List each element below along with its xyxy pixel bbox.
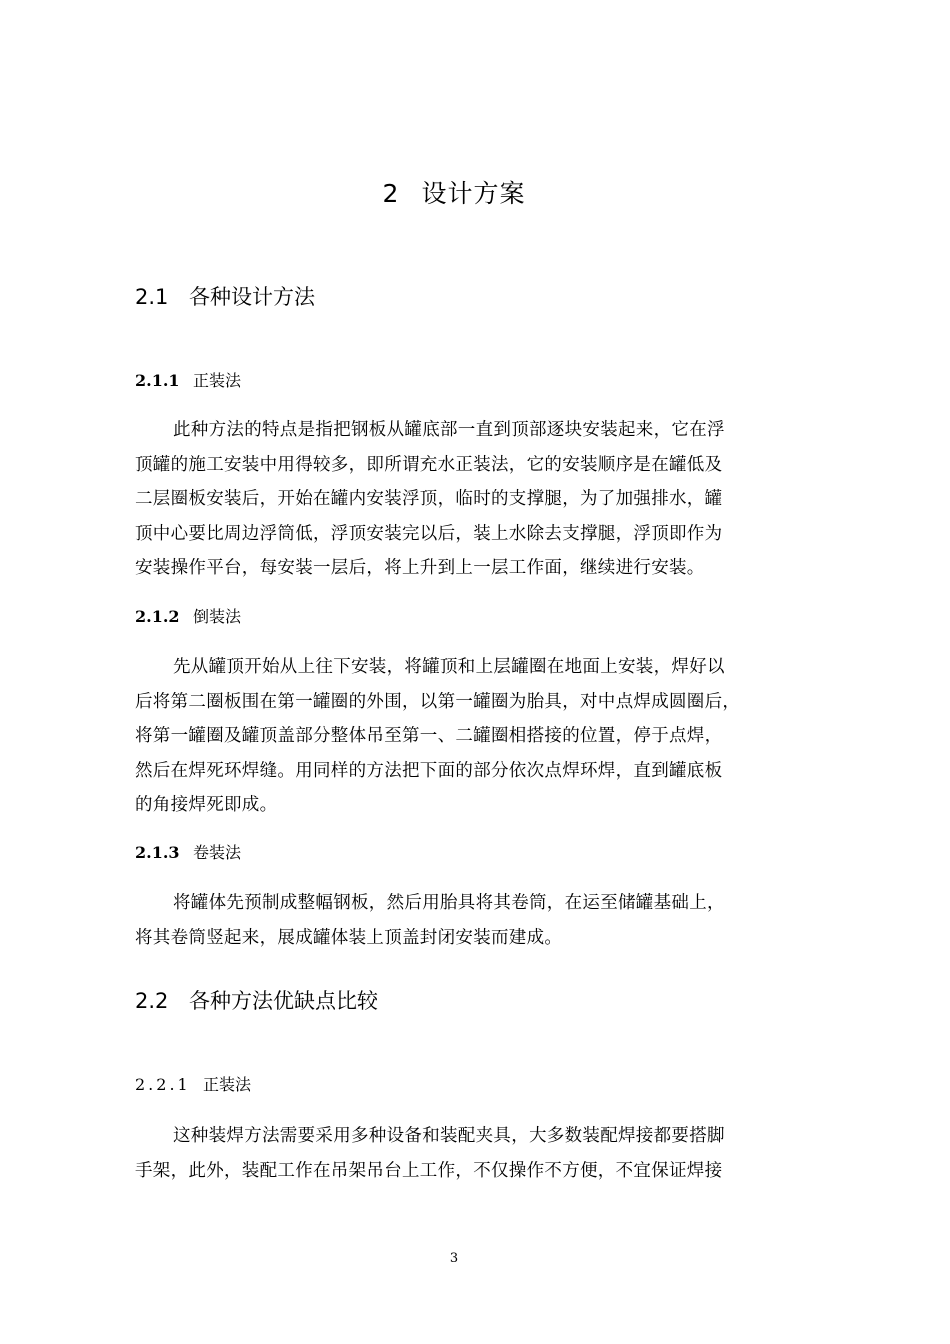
paragraph-line: 后将第二圈板围在第一罐圈的外围，以第一罐圈为胎具，对中点焊成圆圈后，: [135, 691, 741, 712]
paragraph-line: 将其卷筒竖起来，展成罐体装上顶盖封闭安装而建成。: [135, 927, 563, 948]
paragraph-line: 此种方法的特点是指把钢板从罐底部一直到顶部逐块安装起来，它在浮: [173, 420, 725, 440]
subsection-heading-2-2-1: [135, 1073, 251, 1097]
subsection-title: 卷装法: [193, 843, 242, 862]
subsection-heading-2-1-2: [135, 605, 241, 629]
paragraph-2-1-3: [135, 886, 775, 955]
paragraph-2-2-1: [135, 1119, 775, 1188]
paragraph-line: 顶中心要比周边浮筒低，浮顶安装完以后，装上水除去支撑腿，浮顶即作为: [135, 523, 723, 544]
subsection-number: 2.1.3: [135, 843, 180, 862]
subsection-number: 2.2.1: [135, 1075, 191, 1094]
page-number: 3: [449, 1251, 459, 1266]
chapter-title: [0, 176, 908, 212]
section-number: 2.1: [135, 285, 169, 309]
subsection-title: 正装法: [193, 371, 242, 390]
section-title: 各种方法优缺点比较: [189, 989, 378, 1013]
chapter-number: 2: [382, 179, 400, 208]
paragraph-line: 先从罐顶开始从上往下安装，将罐顶和上层罐圈在地面上安装，焊好以: [173, 657, 725, 677]
subsection-title: 正装法: [203, 1075, 252, 1094]
chapter-title-text: 设计方案: [421, 179, 526, 208]
paragraph-line: 手架，此外，装配工作在吊架吊台上工作，不仅操作不方便，不宜保证焊接: [135, 1160, 723, 1181]
paragraph-2-1-2: [135, 650, 775, 823]
section-heading-2-1: [135, 282, 315, 312]
subsection-heading-2-1-1: [135, 369, 241, 393]
subsection-number: 2.1.1: [135, 371, 180, 390]
subsection-number: 2.1.2: [135, 607, 180, 626]
subsection-title: 倒装法: [193, 607, 242, 626]
paragraph-line: 安装操作平台，每安装一层后，将上升到上一层工作面，继续进行安装。: [135, 558, 705, 578]
section-number: 2.2: [135, 989, 169, 1013]
paragraph-line: 然后在焊死环焊缝。用同样的方法把下面的部分依次点焊环焊，直到罐底板: [135, 760, 723, 781]
section-title: 各种设计方法: [189, 285, 315, 309]
paragraph-line: 这种装焊方法需要采用多种设备和装配夹具，大多数装配焊接都要搭脚: [173, 1126, 725, 1146]
paragraph-line: 将第一罐圈及罐顶盖部分整体吊至第一、二罐圈相搭接的位置，停于点焊，: [135, 726, 723, 746]
paragraph-line: 将罐体先预制成整幅钢板，然后用胎具将其卷筒，在运至储罐基础上，: [173, 893, 725, 913]
paragraph-line: 的角接焊死即成。: [135, 795, 278, 815]
subsection-heading-2-1-3: [135, 841, 241, 865]
paragraph-line: 二层圈板安装后，开始在罐内安装浮顶，临时的支撑腿，为了加强排水，罐: [135, 489, 723, 509]
paragraph-2-1-1: [135, 413, 775, 586]
section-heading-2-2: [135, 986, 378, 1016]
paragraph-line: 顶罐的施工安装中用得较多，即所谓充水正装法，它的安装顺序是在罐低及: [135, 454, 723, 475]
